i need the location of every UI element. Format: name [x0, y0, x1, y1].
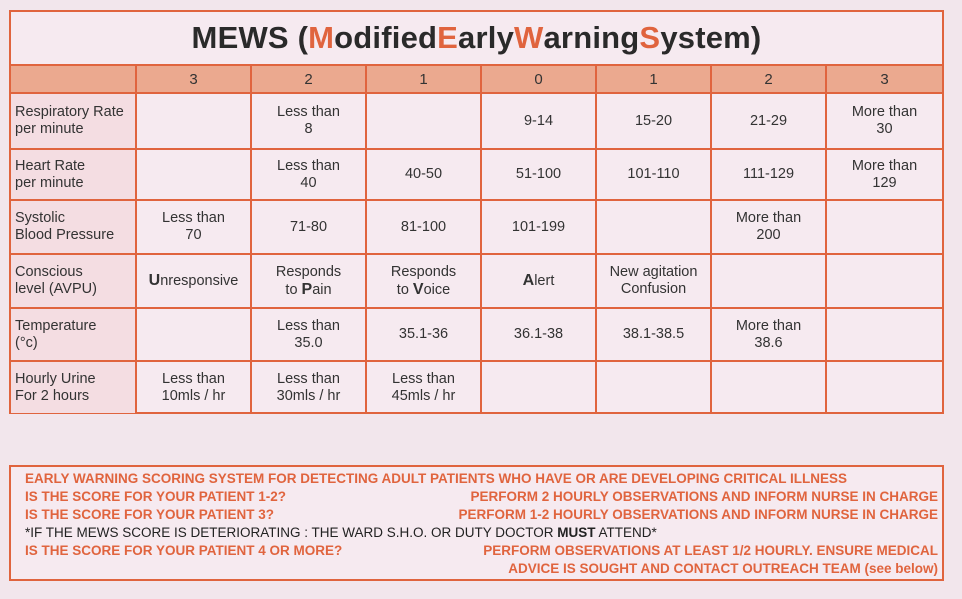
table-cell: 51-100	[481, 149, 596, 200]
guidance-action: ADVICE IS SOUGHT AND CONTACT OUTREACH TEAM (see below)	[508, 561, 938, 576]
avpu-text: to	[396, 281, 413, 298]
table-row-avpu	[11, 254, 942, 308]
title-letter-w: W	[514, 20, 544, 55]
table-cell	[596, 200, 711, 254]
guidance-line	[25, 470, 942, 488]
table-cell: Less than 35.0	[251, 308, 366, 361]
table-cell: 35.1-36	[366, 308, 481, 361]
guidance-note: *IF THE MEWS SCORE IS DETERIORATING : THE WARD S.H.O. OR DUTY DOCTOR	[25, 525, 558, 540]
table-cell: Less than 45mls / hr	[366, 361, 481, 413]
row-label: Heart Rate per minute	[11, 149, 136, 200]
table-cell: Less than 40	[251, 149, 366, 200]
table-cell	[136, 149, 251, 200]
table-row-hourly-urine	[11, 361, 942, 413]
avpu-text: Responds	[275, 263, 342, 280]
table-cell: Less than 8	[251, 93, 366, 149]
table-cell	[136, 93, 251, 149]
avpu-letter-p: P	[301, 280, 313, 298]
table-cell	[596, 361, 711, 413]
guidance-question: IS THE SCORE FOR YOUR PATIENT 1-2?	[25, 489, 287, 504]
row-label: Conscious level (AVPU)	[11, 254, 136, 308]
table-cell	[711, 254, 826, 308]
guidance-action: PERFORM 1-2 HOURLY OBSERVATIONS AND INFORM NURSE IN CHARGE	[458, 507, 938, 522]
avpu-letter-u: U	[148, 272, 161, 289]
table-cell: More than 38.6	[711, 308, 826, 361]
score-header: 3	[826, 66, 942, 93]
guidance-line	[25, 488, 942, 506]
avpu-text: to	[285, 281, 302, 298]
table-cell: 38.1-38.5	[596, 308, 711, 361]
row-label: Temperature (°c)	[11, 308, 136, 361]
table-cell: More than 129	[826, 149, 942, 200]
table-cell: 40-50	[366, 149, 481, 200]
guidance-heading: EARLY WARNING SCORING SYSTEM FOR DETECTING ADULT PATIENTS WHO HAVE OR ARE DEVELOPING CRITICAL ILLNESS	[25, 471, 848, 486]
table-cell: Less than 30mls / hr	[251, 361, 366, 413]
table-cell-alert	[481, 254, 596, 308]
table-cell: 9-14	[481, 93, 596, 149]
guidance-question: IS THE SCORE FOR YOUR PATIENT 4 OR MORE?	[25, 543, 343, 558]
title-word-system: ystem)	[660, 20, 762, 55]
avpu-text: oice	[423, 281, 451, 298]
header-corner	[11, 66, 136, 93]
table-row-heart-rate	[11, 149, 942, 200]
table-cell	[366, 93, 481, 149]
title-word-warning: arning	[543, 20, 640, 55]
guidance-line	[25, 560, 942, 578]
guidance-line	[25, 506, 942, 524]
avpu-text: ain	[312, 281, 332, 298]
table-cell: 101-199	[481, 200, 596, 254]
avpu-letter-a: A	[522, 272, 535, 289]
page-title	[11, 12, 942, 66]
score-header: 2	[251, 66, 366, 93]
table-cell: 101-110	[596, 149, 711, 200]
guidance-note: ATTEND*	[595, 525, 657, 540]
table-row-respiratory-rate	[11, 93, 942, 149]
table-cell	[826, 308, 942, 361]
table-cell: 15-20	[596, 93, 711, 149]
title-letter-s: S	[639, 20, 661, 55]
mews-table	[11, 66, 942, 413]
avpu-letter-v: V	[412, 280, 424, 298]
title-letter-e: E	[437, 20, 459, 55]
score-header: 0	[481, 66, 596, 93]
guidance-box	[9, 465, 944, 581]
score-header-row	[11, 66, 942, 93]
table-cell	[136, 308, 251, 361]
avpu-text: Responds	[390, 263, 457, 280]
score-header: 2	[711, 66, 826, 93]
guidance-line	[25, 524, 942, 542]
table-cell: More than 30	[826, 93, 942, 149]
guidance-action: PERFORM OBSERVATIONS AT LEAST 1/2 HOURLY. ENSURE MEDICAL	[483, 543, 938, 558]
score-header: 3	[136, 66, 251, 93]
title-letter-m: M	[308, 20, 335, 55]
table-cell	[826, 254, 942, 308]
table-cell: Less than 10mls / hr	[136, 361, 251, 413]
guidance-line	[25, 542, 942, 560]
table-cell: 36.1-38	[481, 308, 596, 361]
score-header: 1	[596, 66, 711, 93]
guidance-note-emphasis: MUST	[557, 525, 596, 540]
table-row-systolic-bp	[11, 200, 942, 254]
row-label: Hourly Urine For 2 hours	[11, 361, 136, 413]
avpu-text: nresponsive	[160, 273, 239, 289]
table-cell: Less than 70	[136, 200, 251, 254]
table-cell: 81-100	[366, 200, 481, 254]
row-label: Systolic Blood Pressure	[11, 200, 136, 254]
avpu-text: lert	[534, 273, 555, 289]
table-cell: 71-80	[251, 200, 366, 254]
row-label: Respiratory Rate per minute	[11, 93, 136, 149]
title-word-early: arly	[458, 20, 515, 55]
guidance-question: IS THE SCORE FOR YOUR PATIENT 3?	[25, 507, 275, 522]
table-cell-unresponsive	[136, 254, 251, 308]
title-word-modified: odified	[334, 20, 438, 55]
title-prefix: MEWS (	[191, 20, 309, 55]
table-cell	[826, 361, 942, 413]
table-cell: 21-29	[711, 93, 826, 149]
table-cell	[826, 200, 942, 254]
table-cell: New agitation Confusion	[596, 254, 711, 308]
table-cell-voice	[366, 254, 481, 308]
table-cell: 111-129	[711, 149, 826, 200]
mews-chart	[9, 10, 944, 414]
table-row-temperature	[11, 308, 942, 361]
guidance-action: PERFORM 2 HOURLY OBSERVATIONS AND INFORM NURSE IN CHARGE	[470, 489, 938, 504]
table-cell-pain	[251, 254, 366, 308]
score-header: 1	[366, 66, 481, 93]
table-cell	[711, 361, 826, 413]
table-cell: More than 200	[711, 200, 826, 254]
table-cell	[481, 361, 596, 413]
